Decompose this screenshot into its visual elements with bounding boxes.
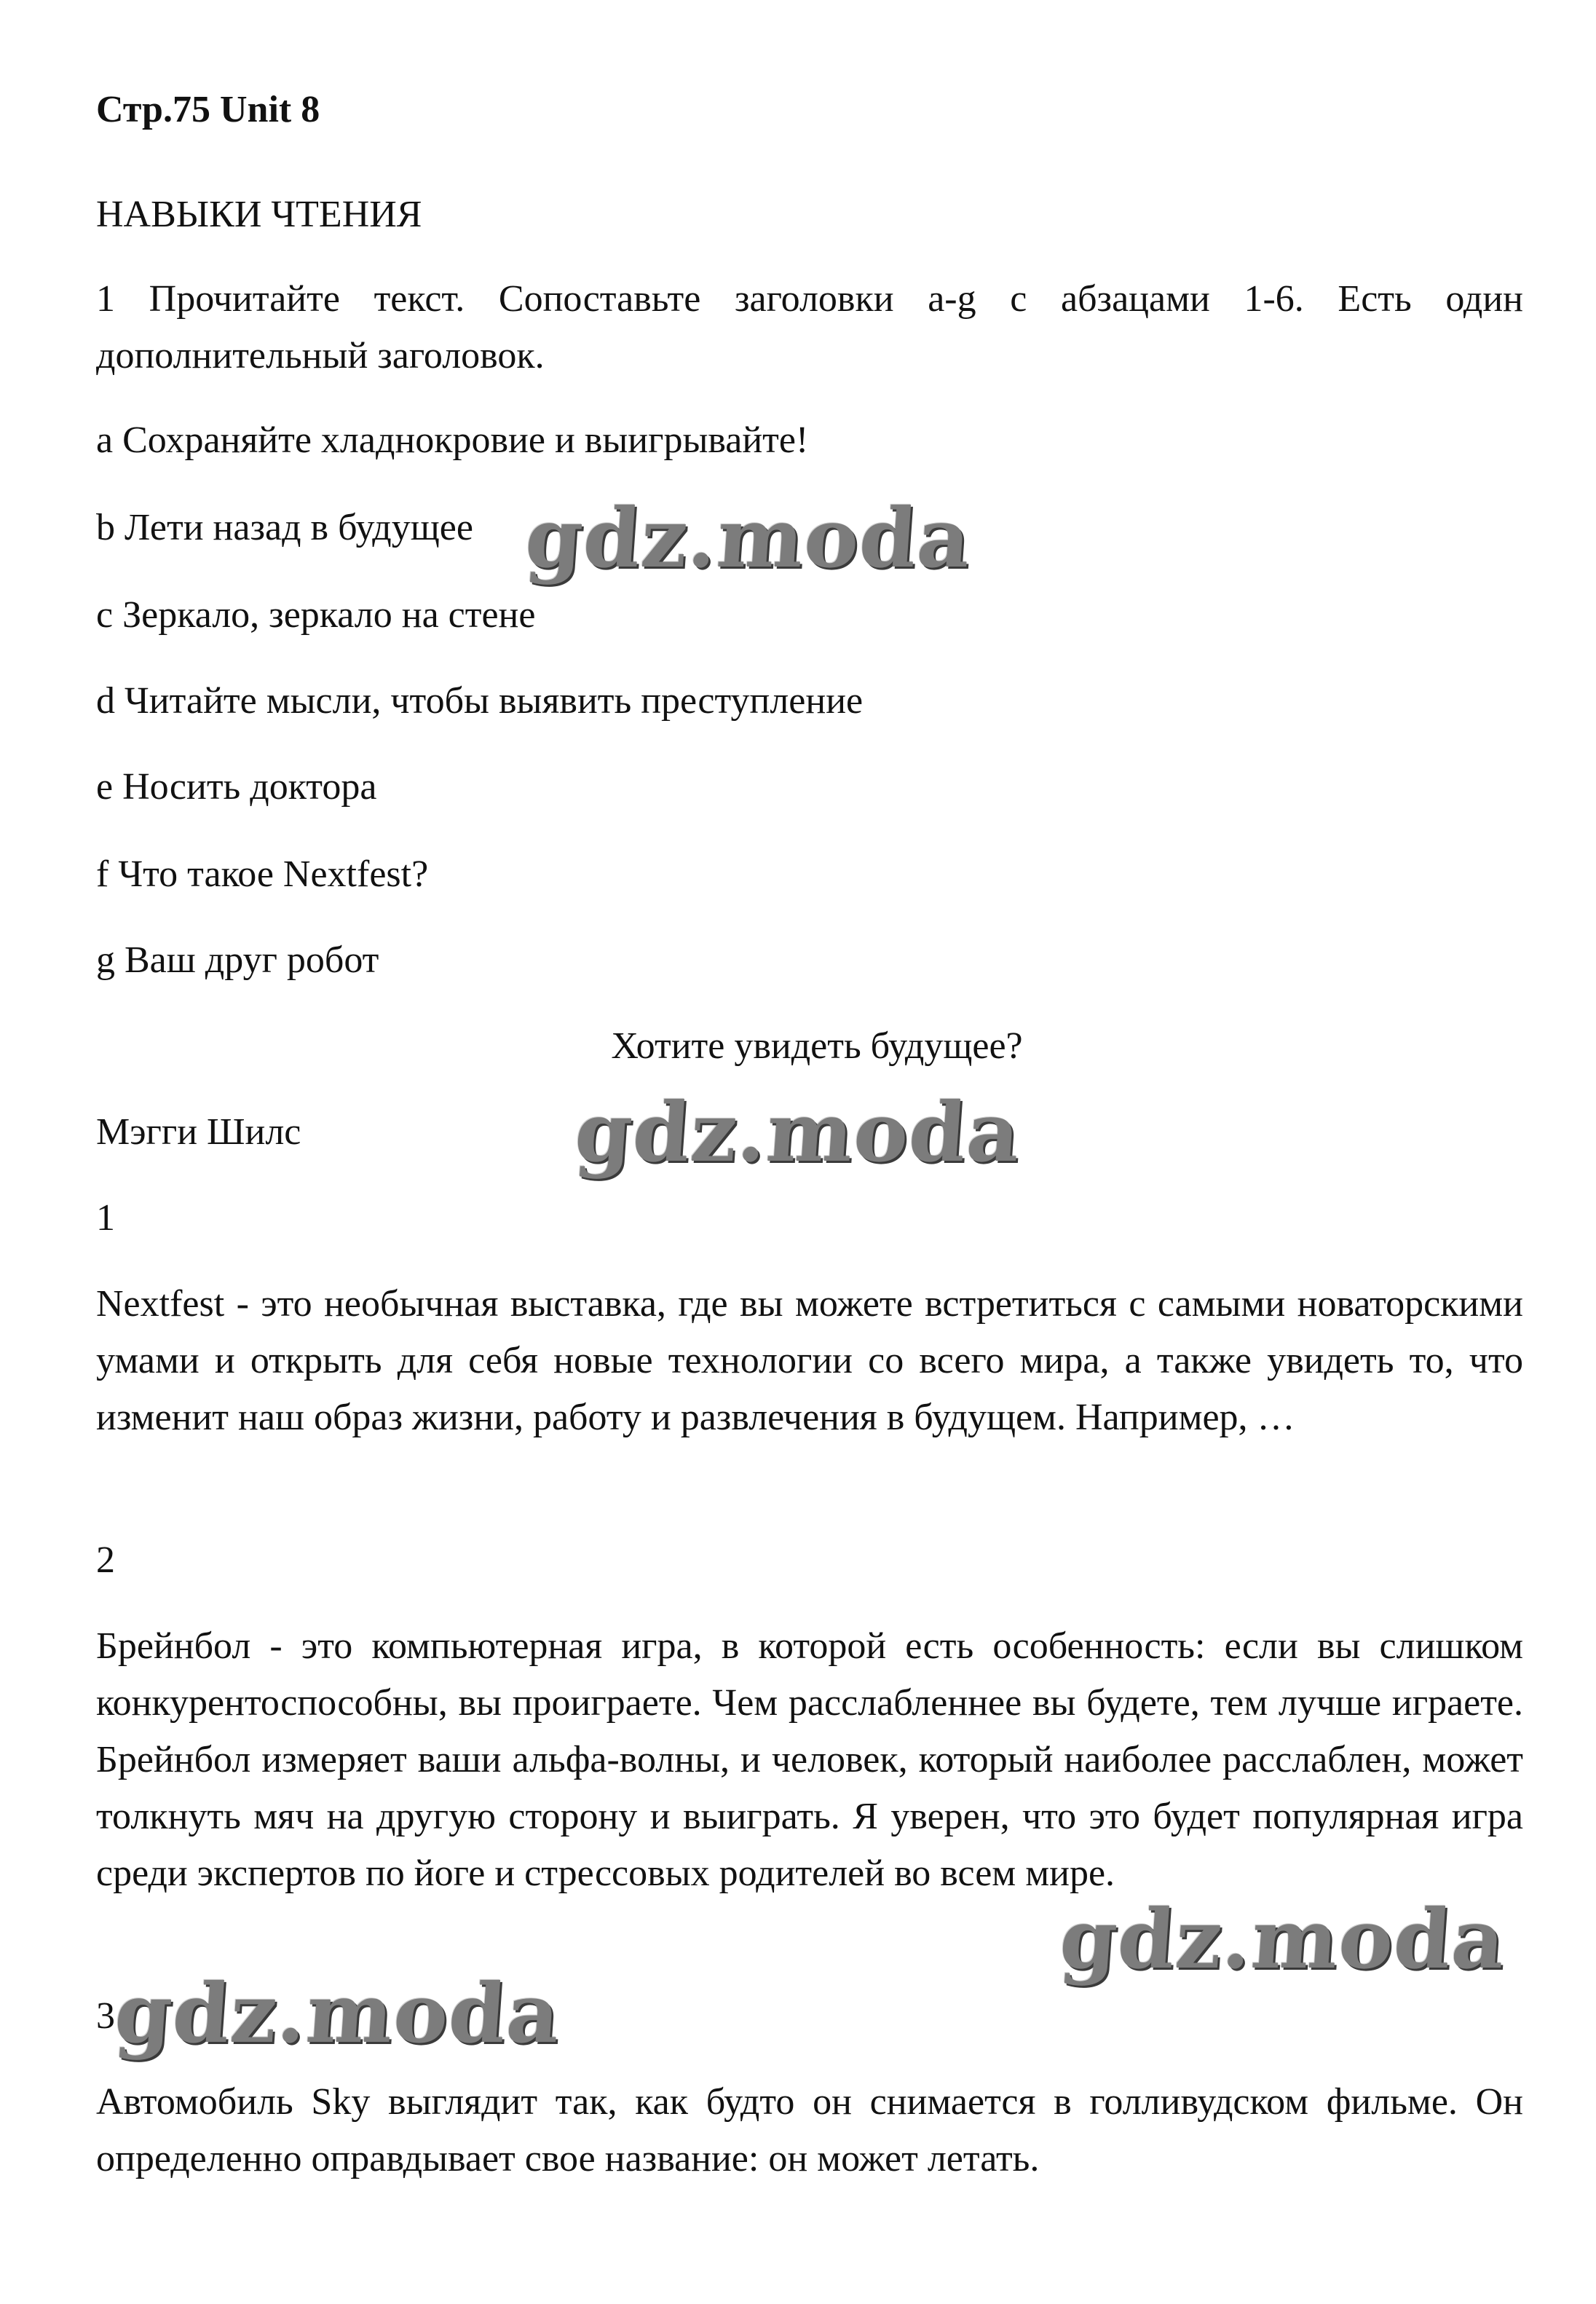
heading-option-e: e Носить доктора bbox=[96, 766, 377, 808]
page-title: Стр.75 Unit 8 bbox=[96, 89, 320, 130]
watermark: gdz.moda bbox=[1056, 1892, 1509, 1987]
heading-option-b: b Лети назад в будущее bbox=[96, 507, 473, 548]
watermark: gdz.moda bbox=[572, 1085, 1024, 1180]
paragraph-text: Брейнбол - это компьютерная игра, в которой есть особенность: если вы слишком конкурентоспособны, вы проиграете. Чем расслабленнее вы будете, тем лучше играете. Брейнбол измеряет ваши альфа-волны, и человек, который наиболее расслаблен, может толкнуть мяч на другую сторону и выиграть. Я уверен, что это будет популярная игра среди экспертов по йоге и стрессовых родителей во всем мире. bbox=[96, 1625, 1523, 1894]
paragraph-number: 1 bbox=[96, 1197, 115, 1239]
heading-option-f: f Что такое Nextfest? bbox=[96, 853, 429, 895]
watermark: gdz.moda bbox=[111, 1966, 564, 2062]
paragraph-text: Nextfest - это необычная выставка, где вы можете встретиться с самыми новаторскими умами и открыть для себя новые технологии со всего мира, а также увидеть то, что изменит наш образ жизни, работу и развлечения в будущем. Например, … bbox=[96, 1283, 1523, 1438]
watermark: gdz.moda bbox=[522, 491, 974, 586]
heading-option-g: g Ваш друг робот bbox=[96, 939, 379, 981]
heading-option-c: c Зеркало, зеркало на стене bbox=[96, 594, 536, 636]
paragraph-number: 2 bbox=[96, 1539, 115, 1581]
article-title: Хотите увидеть будущее? bbox=[611, 1025, 1023, 1067]
paragraph-text: Автомобиль Sky выглядит так, как будто он снимается в голливудском фильме. Он определенно оправдывает свое название: он может летать. bbox=[96, 2081, 1523, 2179]
section-heading: НАВЫКИ ЧТЕНИЯ bbox=[96, 194, 422, 235]
article-author: Мэгги Шилс bbox=[96, 1111, 301, 1153]
heading-option-d: d Читайте мысли, чтобы выявить преступление bbox=[96, 680, 864, 722]
task-instruction: 1 Прочитайте текст. Сопоставьте заголовки a-g с абзацами 1-6. Есть один дополнительный заголовок. bbox=[96, 278, 1523, 376]
paragraph-number: 3 bbox=[96, 1995, 115, 2037]
heading-option-a: a Сохраняйте хладнокровие и выигрывайте! bbox=[96, 419, 809, 461]
